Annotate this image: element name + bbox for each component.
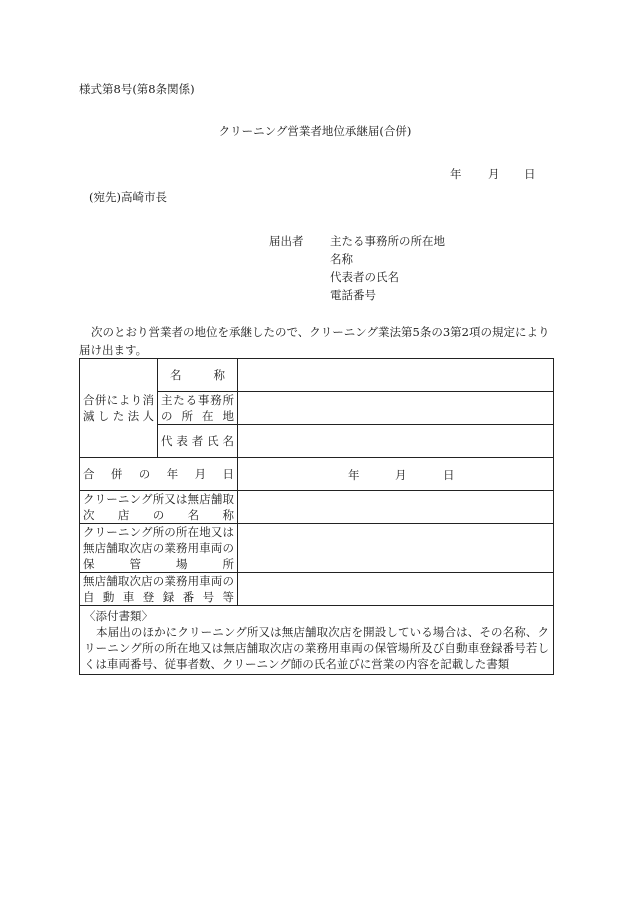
- attachments-heading: 〈添付書類〉: [84, 609, 153, 623]
- attachments-body: 本届出のほかにクリーニング所又は無店舗取次店を開設している場合は、その名称、クリーニング所の所在地又は無店舗取次店の業務用車両の保管場所及び自動車登録番号若しくは車両番号、従事者数、クリーニング師の氏名並びに営業の内容を記載した書類: [84, 625, 549, 671]
- shop-location-input-cell[interactable]: [238, 524, 554, 573]
- form-number: 様式第8号(第8条関係): [79, 82, 195, 96]
- merger-date-day-label: 日: [443, 468, 455, 482]
- form-table: [79, 358, 554, 675]
- merger-date-month-label: 月: [395, 468, 407, 482]
- notifier-label: 届出者: [269, 234, 304, 248]
- merger-date-input-cell[interactable]: [238, 458, 554, 491]
- merger-date-label: 合併の年月日: [80, 458, 238, 491]
- vehicle-registration-input-cell[interactable]: [238, 573, 554, 606]
- office-address-label: 主たる事務所の所在地: [158, 392, 238, 425]
- merger-date-year-label: 年: [348, 468, 360, 482]
- notifier-representative-label: 代表者の氏名: [330, 270, 399, 284]
- notifier-office-address-label: 主たる事務所の所在地: [330, 234, 445, 248]
- vehicle-registration-label: 無店舗取次店の業務用車両の自動車登録番号等: [80, 573, 238, 606]
- attachments-section: [80, 606, 554, 675]
- date-month-label: 月: [488, 167, 500, 181]
- shop-name-input-cell[interactable]: [238, 491, 554, 524]
- statement-text: 次のとおり営業者の地位を承継したので、クリーニング業法第5条の3第2項の規定により届け出ます。: [79, 325, 550, 357]
- notifier-name-label: 名称: [330, 252, 353, 266]
- shop-name-label: クリーニング所又は無店舗取次店の名称: [80, 491, 238, 524]
- name-label: 名称: [158, 359, 238, 392]
- shop-location-label: クリーニング所の所在地又は無店舗取次店の業務用車両の保管場所: [80, 524, 238, 573]
- name-input-cell[interactable]: [238, 359, 554, 392]
- representative-name-label: 代表者氏名: [158, 425, 238, 458]
- date-year-label: 年: [450, 167, 462, 181]
- form-title: クリーニング営業者地位承継届(合併): [218, 124, 412, 138]
- date-day-label: 日: [524, 167, 536, 181]
- representative-name-input-cell[interactable]: [238, 425, 554, 458]
- office-address-input-cell[interactable]: [238, 392, 554, 425]
- addressee: (宛先)高崎市長: [89, 190, 167, 204]
- dissolved-corporation-label: 合併により消滅した法人: [80, 359, 158, 458]
- notifier-phone-label: 電話番号: [330, 288, 376, 302]
